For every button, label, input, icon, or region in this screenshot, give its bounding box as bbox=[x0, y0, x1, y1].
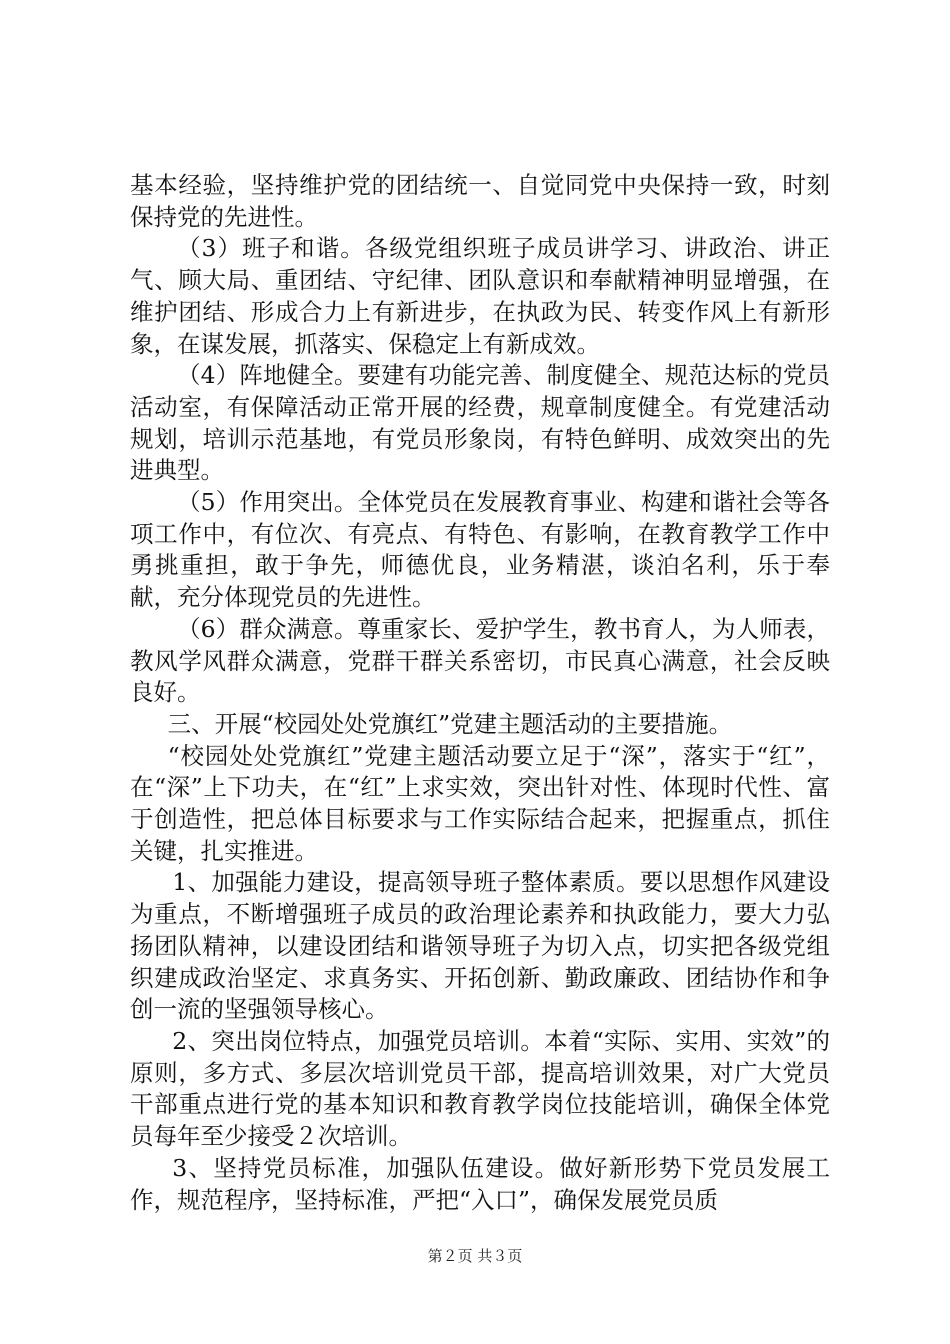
page-footer bbox=[0, 1245, 950, 1266]
paragraph-public-satisfied: （6）群众满意。尊重家长、爱护学生，教书育人，为人师表，教风学风群众满意，党群干群关系密切，市民真心满意，社会反映良好。 bbox=[130, 614, 830, 707]
paragraph-team-harmony: （3）班子和谐。各级党组织班子成员讲学习、讲政治、讲正气、顾大局、重团结、守纪律、团队意识和奉献精神明显增强，在维护团结、形成合力上有新进步，在执政为民、转变作风上有新形象，在谋发展，抓落实、保稳定上有新成效。 bbox=[130, 234, 830, 358]
paragraph-position-sound: （4）阵地健全。要建有功能完善、制度健全、规范达标的党员活动室，有保障活动正常开展的经费，规章制度健全。有党建活动规划，培训示范基地，有党员形象岗，有特色鲜明、成效突出的先进典型。 bbox=[130, 361, 830, 485]
document-body bbox=[130, 170, 830, 1216]
section-heading-measures: 三、开展“校园处处党旗红”党建主题活动的主要措施。 bbox=[167, 709, 733, 738]
paragraph-measure-1: 1、加强能力建设，提高领导班子整体素质。要以思想作风建设为重点，不断增强班子成员的政治理论素养和执政能力，要大力弘扬团队精神，以建设团结和谐领导班子为切入点，切实把各级党组织建成政治坚定、求真务实、开拓创新、勤政廉政、团结协作和争创一流的坚强领导核心。 bbox=[130, 868, 830, 1024]
paragraph-activity-intro: “校园处处党旗红”党建主题活动要立足于“深”，落实于“红”，在“深”上下功夫，在“红”上求实效，突出针对性、体现时代性、富于创造性，把总体目标要求与工作实际结合起来，把握重点，抓住关键，扎实推进。 bbox=[130, 741, 830, 865]
paragraph-role-prominent: （5）作用突出。全体党员在发展教育事业、构建和谐社会等各项工作中，有位次、有亮点、有特色、有影响，在教育教学工作中勇挑重担，敢于争先，师德优良，业务精湛，谈泊名利，乐于奉献，充分体现党员的先进性。 bbox=[130, 488, 830, 612]
paragraph-measure-2: 2、突出岗位特点，加强党员培训。本着“实际、实用、实效”的原则，多方式、多层次培训党员干部，提高培训效果，对广大党员干部重点进行党的基本知识和教育教学岗位技能培训，确保全体党员每年至少接受２次培训。 bbox=[130, 1026, 830, 1151]
paragraph-measure-3: 3、坚持党员标准，加强队伍建设。做好新形势下党员发展工作，规范程序，坚持标准，严把“入口”，确保发展党员质 bbox=[130, 1153, 830, 1214]
page-number: 第２页 bbox=[427, 1247, 473, 1265]
page-total: 共３页 bbox=[477, 1247, 523, 1265]
paragraph-continuation: 基本经验，坚持维护党的团结统一、自觉同党中央保持一致，时刻保持党的先进性。 bbox=[130, 171, 830, 231]
